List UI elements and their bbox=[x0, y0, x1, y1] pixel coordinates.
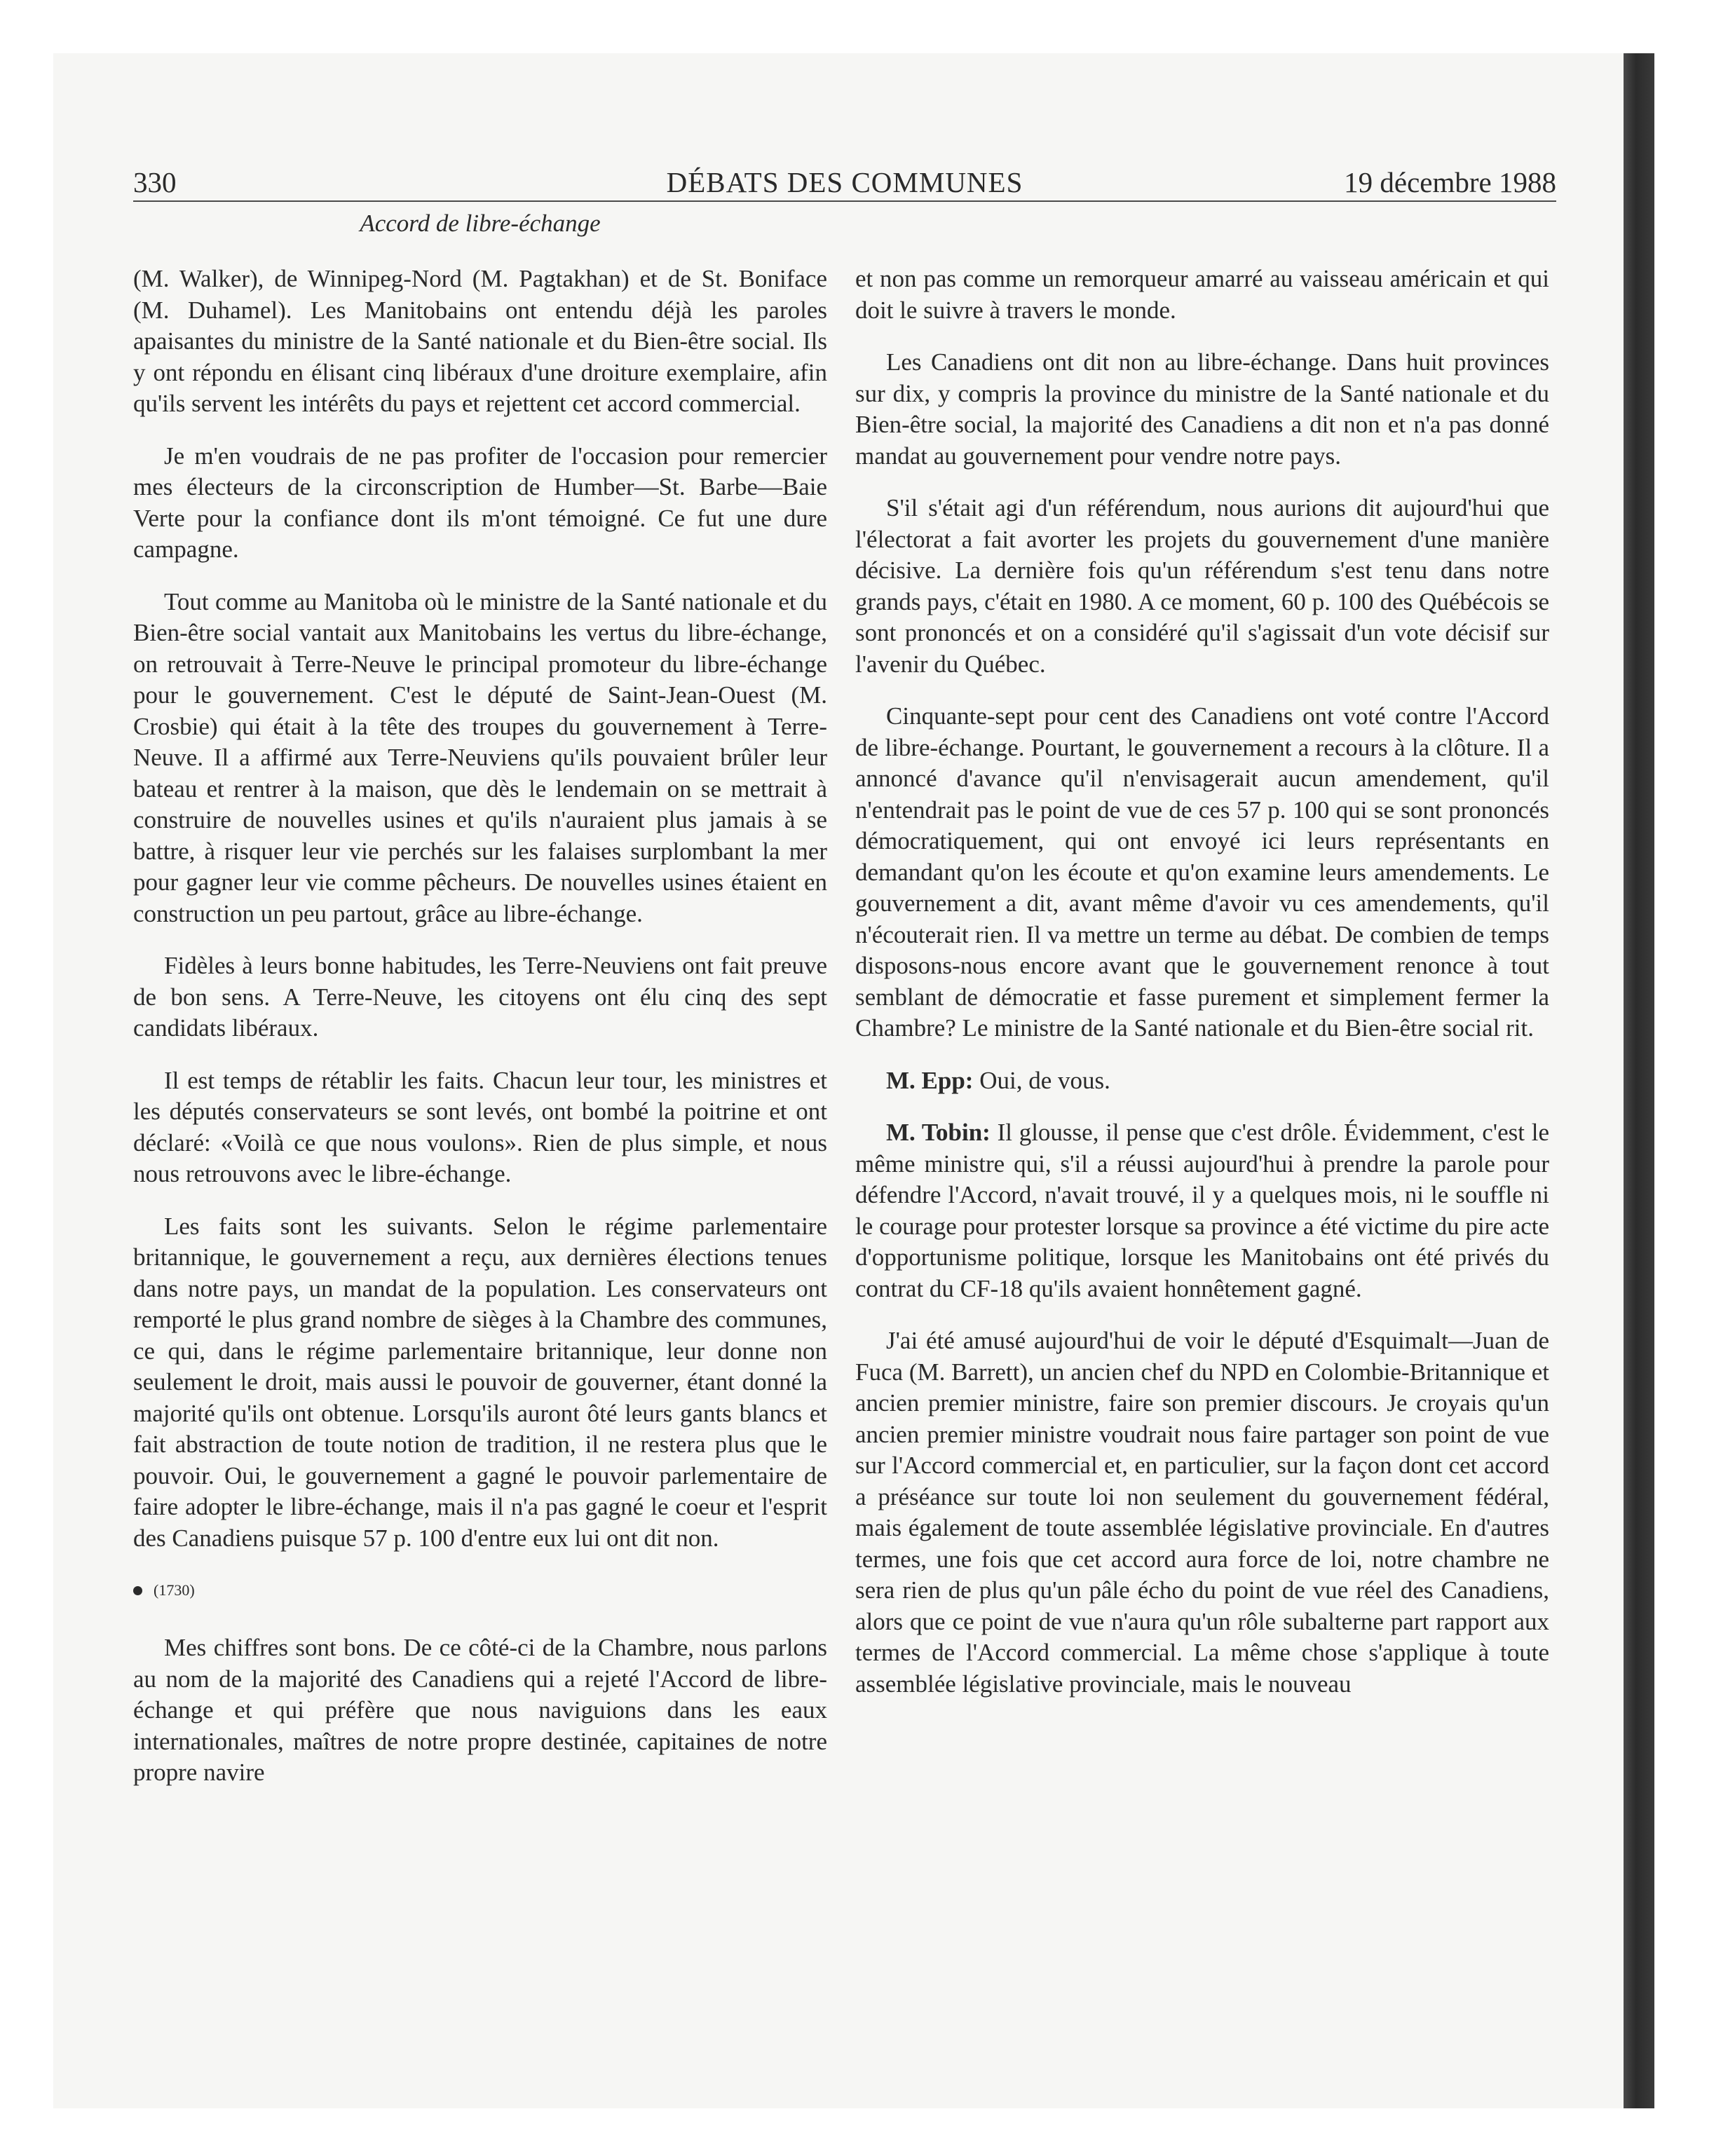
paragraph: Je m'en voudrais de ne pas profiter de l'occasion pour remercier mes électeurs de la circonscription de Humber—St. Barbe—Baie Verte pour la confiance dont ils m'ont témoigné. Ce fut une dure campagne. bbox=[133, 442, 827, 563]
page-header bbox=[133, 163, 1556, 202]
paragraph: J'ai été amusé aujourd'hui de voir le député d'Esquimalt—Juan de Fuca (M. Barrett), un ancien chef du NPD en Colombie-Britannique et ancien premier ministre, faire son premier discours. Je croyais qu'un ancien premier ministre voudrait nous faire partager son point de vue sur l'Accord commercial et, en particulier, sur la façon dont cet accord a préséance sur toute loi non seulement du gouvernement fédéral, mais également de toute assemblée législative provinciale. En d'autres termes, une fois que cet accord aura force de loi, notre chambre ne sera rien de plus qu'un pâle écho du point de vue réel des Canadiens, alors que ce point de vue n'aura qu'un rôle subalterne part rapport aux termes de l'Accord commercial. La même chose s'applique à toute assemblée législative provinciale, mais le nouveau bbox=[855, 1327, 1549, 1698]
scan-edge-shadow bbox=[1624, 53, 1654, 2108]
speaker-name: M. Tobin: bbox=[886, 1119, 991, 1146]
paragraph: Tout comme au Manitoba où le ministre de la Santé nationale et du Bien-être social vantait aux Manitobains les vertus du libre-échange, on retrouvait à Terre-Neuve le principal promoteur du libre-échange pour le gouvernement. C'est le député de Saint-Jean-Ouest (M. Crosbie) qui était à la tête des troupes du gouvernement à Terre-Neuve. Il a affirmé aux Terre-Neuviens qu'ils pouvaient brûler leur bateau et rentrer à la maison, que dès le lendemain on se mettrait à construire de nouvelles usines et qu'ils n'auraient plus jamais à se battre, à risquer leur vie perchés sur les falaises surplombant la mer pour gagner leur vie comme pêcheurs. De nouvelles usines étaient en construction un peu partout, grâce au libre-échange. bbox=[133, 587, 827, 927]
section-title: Accord de libre-échange bbox=[360, 210, 601, 237]
paragraph: (M. Walker), de Winnipeg-Nord (M. Pagtakhan) et de St. Boniface (M. Duhamel). Les Manitobains ont entendu déjà les paroles apaisantes du ministre de la Santé nationale et du Bien-être social. Ils y ont répondu en élisant cinq libéraux d'une droiture exemplaire, afin qu'ils servent les intérêts du pays et rejettent cet accord commercial. bbox=[133, 265, 827, 417]
left-column bbox=[133, 264, 827, 1810]
paragraph: Mes chiffres sont bons. De ce côté-ci de la Chambre, nous parlons au nom de la majorité des Canadiens qui a rejeté l'Accord de libre-échange et qui préfère que nous naviguions dans les eaux internationales, maîtres de notre propre destinée, capitaines de notre propre navire bbox=[133, 1634, 827, 1786]
paragraph: et non pas comme un remorqueur amarré au vaisseau américain et qui doit le suivre à travers le monde. bbox=[855, 265, 1549, 324]
bullet-icon bbox=[133, 1586, 142, 1595]
paragraph: S'il s'était agi d'un référendum, nous aurions dit aujourd'hui que l'électorat a fait avorter les projets du gouvernement d'une manière décisive. La dernière fois qu'un référendum s'est tenu dans notre grands pays, c'était en 1980. A ce moment, 60 p. 100 des Québécois se sont prononcés et on a considéré qu'il s'agissait d'un vote décisif sur l'avenir du Québec. bbox=[855, 494, 1549, 678]
right-column bbox=[855, 264, 1549, 1721]
timestamp: (1730) bbox=[154, 1581, 195, 1599]
speech-text: Oui, de vous. bbox=[973, 1066, 1110, 1094]
journal-title: DÉBATS DES COMMUNES bbox=[666, 166, 1023, 198]
issue-date: 19 décembre 1988 bbox=[1344, 166, 1556, 198]
paragraph: Fidèles à leurs bonne habitudes, les Terre-Neuviens ont fait preuve de bon sens. A Terre-Neuve, les citoyens ont élu cinq des sept candidats libéraux. bbox=[133, 952, 827, 1042]
paragraph: Cinquante-sept pour cent des Canadiens ont voté contre l'Accord de libre-échange. Pourtant, le gouvernement a recours à la clôture. Il a annoncé d'avance qu'il n'envisagerait aucun amendement, qu'il n'entendrait pas le point de vue de ces 57 p. 100 qui se sont prononcés démocratiquement, qui ont envoyé ici leurs représentants en demandant qu'on les écoute et qu'on examine leurs amendements. Le gouvernement a dit, avant même d'avoir vu ces amendements, qu'il n'écouterait rien. Il va mettre un terme au débat. De combien de temps disposons-nous encore avant que le gouvernement renonce à tout semblant de démocratie et fasse purement et simplement fermer la Chambre? Le ministre de la Santé nationale et du Bien-être social rit. bbox=[855, 702, 1549, 1042]
paragraph: Il est temps de rétablir les faits. Chacun leur tour, les ministres et les députés conservateurs se sont levés, ont bombé la poitrine et ont déclaré: «Voilà ce que nous voulons». Rien de plus simple, et nous nous retrouvons avec le libre-échange. bbox=[133, 1066, 827, 1187]
paragraph: Les Canadiens ont dit non au libre-échange. Dans huit provinces sur dix, y compris la province du ministre de la Santé nationale et du Bien-être social, la majorité des Canadiens a dit non et n'a pas donné mandat au gouvernement pour vendre notre pays. bbox=[855, 348, 1549, 470]
speech-text: Il glousse, il pense que c'est drôle. Évidemment, c'est le même ministre qui, s'il a réussi aujourd'hui à prendre la parole pour défendre l'Accord, n'avait trouvé, il y a quelques mois, ni le souffle ni le courage pour protester lorsque sa province a été victime du pire acte d'opportunisme politique, lorsque les Manitobains ont été privés du contrat du CF-18 qu'ils avaient honnêtement gagné. bbox=[855, 1119, 1549, 1302]
time-marker bbox=[133, 1575, 827, 1606]
paragraph: Les faits sont les suivants. Selon le régime parlementaire britannique, le gouvernement a reçu, aux dernières élections tenues dans notre pays, un mandat de la population. Les conservateurs ont remporté le plus grand nombre de sièges à la Chambre des communes, ce qui, dans le régime parlementaire britannique, leur donne non seulement le droit, mais aussi le pouvoir de gouverner, étant donné la majorité qu'ils ont obtenue. Lorsqu'ils auront ôté leurs gants blancs et fait abstraction de toute notion de tradition, il ne restera plus que le pouvoir. Oui, le gouvernement a gagné le pouvoir parlementaire de faire adopter le libre-échange, mais il n'a pas gagné le coeur et l'esprit des Canadiens puisque 57 p. 100 d'entre eux lui ont dit non. bbox=[133, 1212, 827, 1552]
speech-tobin bbox=[855, 1117, 1549, 1304]
header-rule bbox=[133, 200, 1556, 202]
speech-epp bbox=[855, 1065, 1549, 1097]
speaker-name: M. Epp: bbox=[886, 1066, 974, 1094]
page-number: 330 bbox=[133, 166, 177, 198]
